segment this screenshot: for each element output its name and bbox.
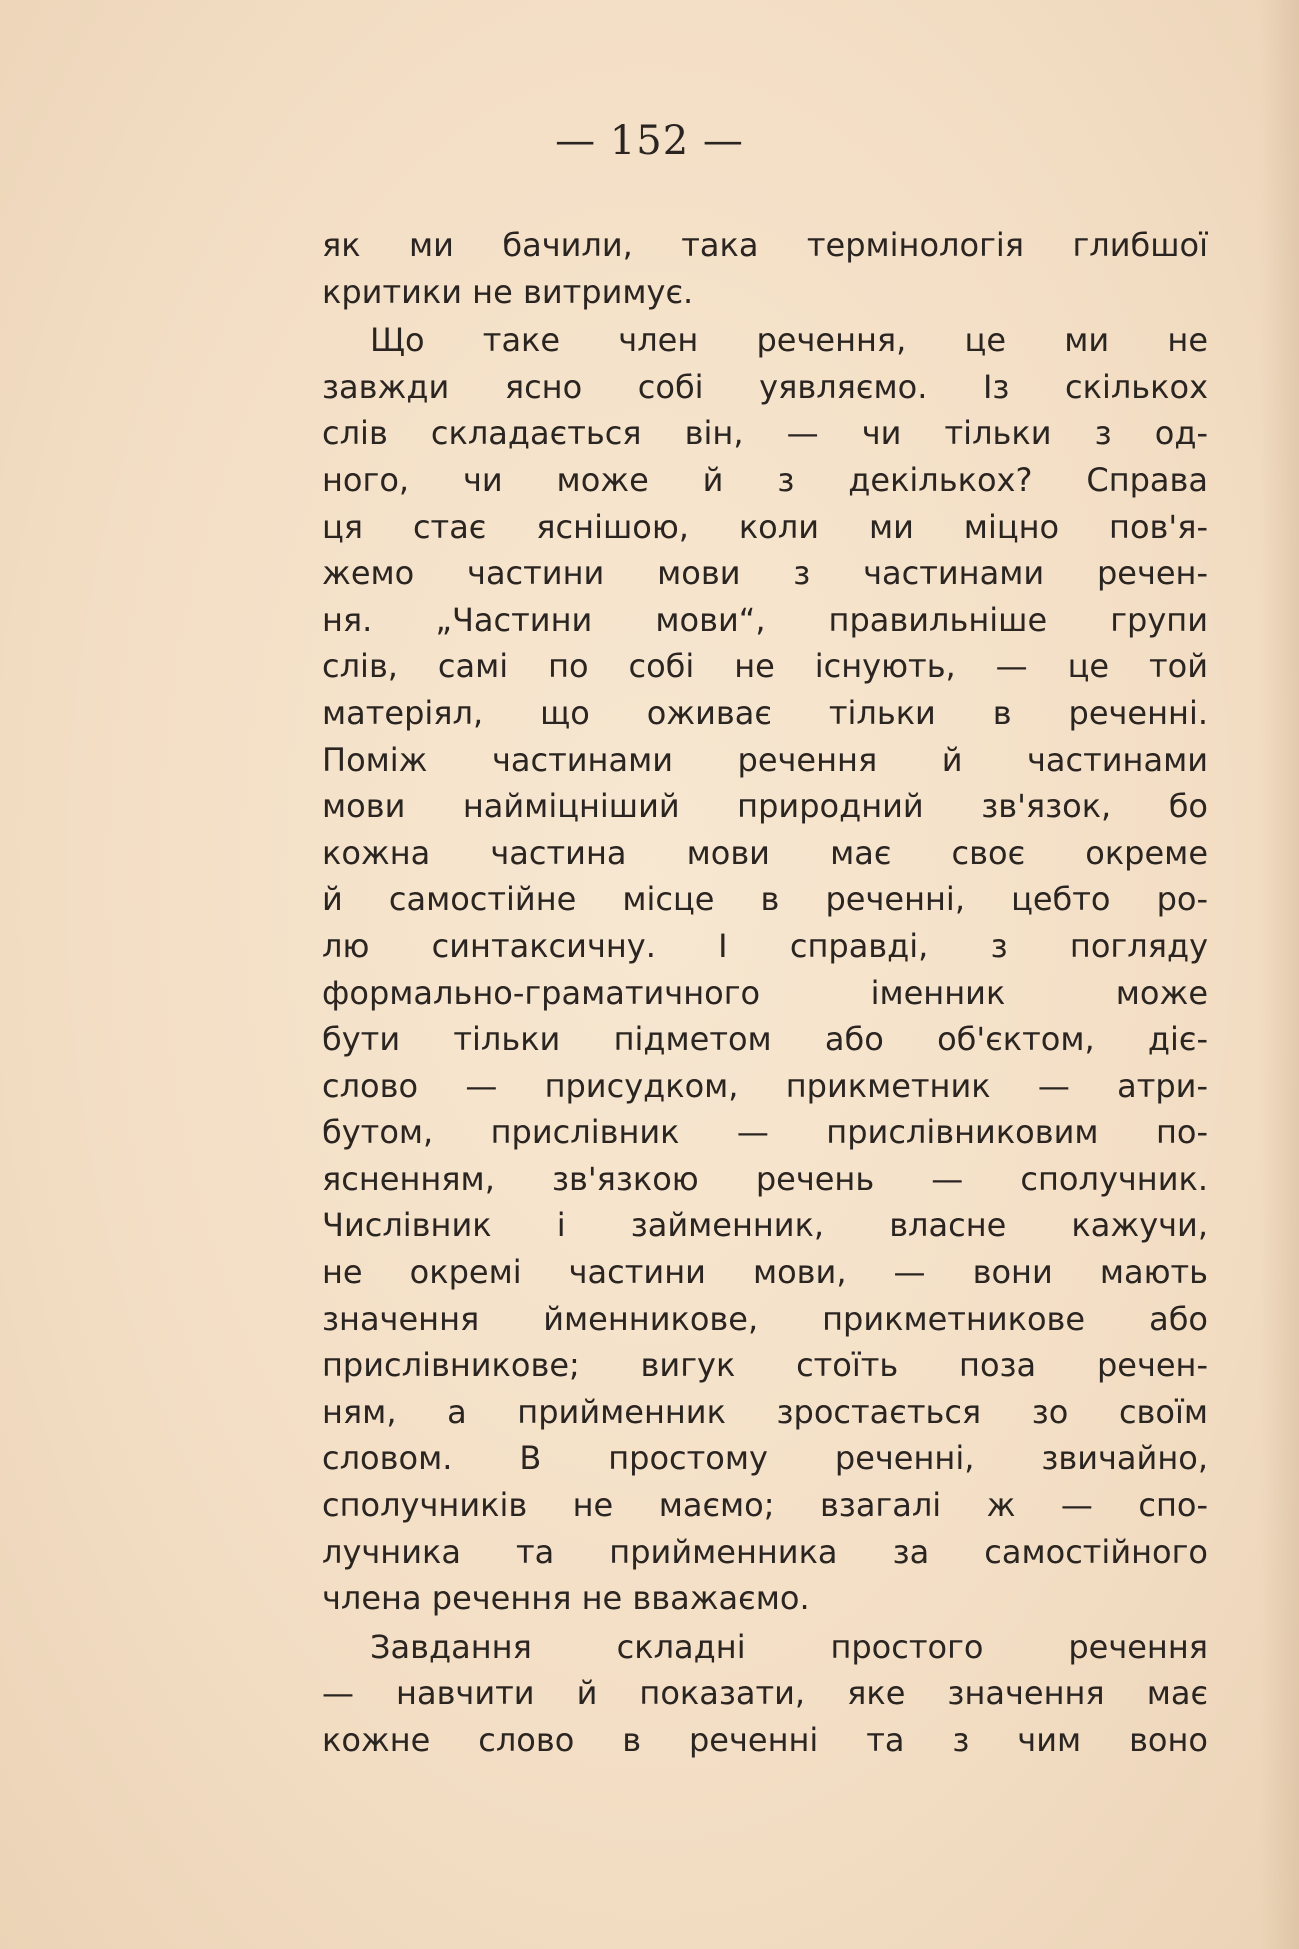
text-line: як ми бачили, така термінологія глибшої [322,226,1208,264]
text-line: прислівникове; вигук стоїть поза речен- [322,1346,1208,1385]
text-line: слово — присудком, прикметник — атри- [322,1066,1208,1105]
paragraph-1 [322,222,1208,315]
text-line: бутом, прислівник — прислівниковим по- [322,1113,1208,1152]
text-line: лю синтаксичну. І справді, з погляду [322,926,1208,965]
text-line: слів, самі по собі не існують, — це той [322,647,1208,686]
text-line: ням, а прийменник зростається зо своїм [322,1392,1208,1431]
text-line: формально-граматичного іменник може [322,973,1208,1012]
text-line: сполучників не маємо; взагалі ж — спо- [322,1486,1208,1525]
text-line: жемо частини мови з частинами речен- [322,554,1208,593]
body-text [322,222,1208,1764]
page-edge-shadow [1259,0,1299,1949]
text-line: члена речення не вважаємо. [322,1579,810,1618]
text-line: кожна частина мови має своє окреме [322,833,1208,872]
text-line: словом. В простому реченні, звичайно, [322,1439,1208,1478]
text-line: матеріял, що оживає тільки в реченні. [322,693,1208,732]
paragraph-2 [322,317,1208,1622]
text-line: лучника та прийменника за самостійного [322,1532,1208,1571]
text-line: кожне слово в реченні та з чим воно [322,1721,1208,1759]
text-line: й самостійне місце в реченні, цебто ро- [322,880,1208,919]
text-line: Завдання складні простого речення [370,1627,1208,1666]
text-line: значення йменникове, прикметникове або [322,1299,1208,1338]
text-line: Поміж частинами речення й частинами [322,740,1208,779]
text-line: мови найміцніший природний зв'язок, бо [322,787,1208,826]
text-line: слів складається він, — чи тільки з од- [322,414,1208,453]
text-line: ного, чи може й з декількох? Справа [322,460,1208,499]
text-line: Числівник і займенник, власне кажучи, [322,1206,1208,1245]
text-line: — навчити й показати, яке значення має [322,1674,1208,1713]
text-line: бути тільки підметом або об'єктом, діє- [322,1020,1208,1059]
text-line: ця стає яснішою, коли ми міцно пов'я- [322,507,1208,546]
text-line: критики не витримує. [322,272,694,311]
text-line: Що таке член речення, це ми не [370,321,1208,360]
paragraph-3 [322,1624,1208,1764]
text-line: не окремі частини мови, — вони мають [322,1253,1208,1292]
text-line: ясненням, зв'язкою речень — сполучник. [322,1159,1208,1198]
text-line: завжди ясно собі уявляємо. Із скількох [322,367,1208,406]
page-number: — 152 — [555,118,744,164]
text-line: ня. „Частини мови“, правильніше групи [322,600,1208,639]
